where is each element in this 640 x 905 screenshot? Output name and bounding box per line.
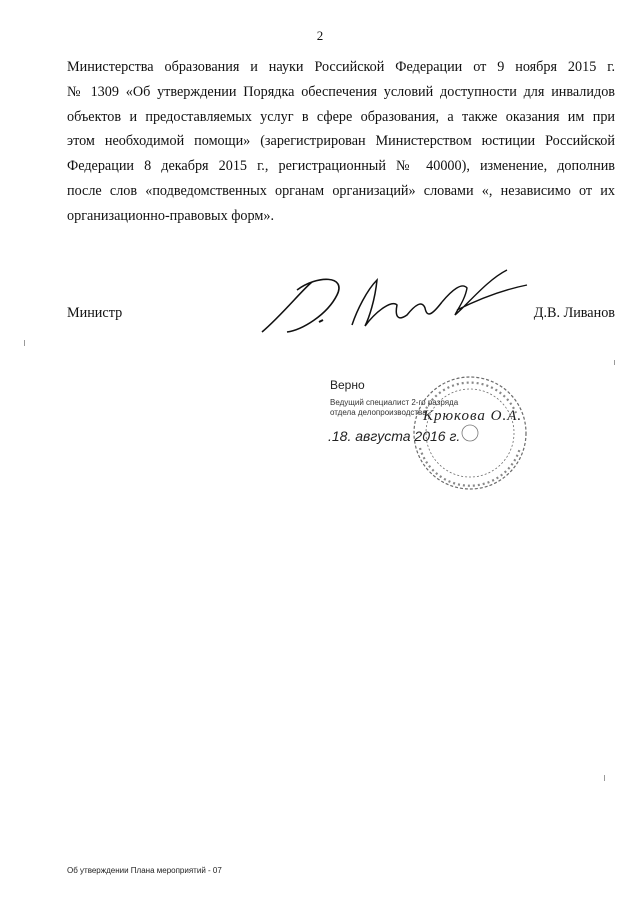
body-line: этом необходимой помощи» (зарегистрирован Министерством юстиции Российской [67, 133, 615, 150]
page-number: 2 [316, 28, 324, 43]
certifier-position-line: Ведущий специалист 2-го разряда [330, 398, 459, 407]
body-line: Министерства образования и науки Российской Федерации от 9 ноября 2015 г. [67, 59, 615, 75]
certification-stamp-block [318, 378, 548, 498]
footer-note: Об утверждении Плана мероприятий - 07 [67, 866, 222, 875]
signature-block [67, 300, 615, 340]
certify-word: Верно [330, 378, 365, 392]
body-line: организационно-правовых форм». [67, 207, 275, 224]
scan-mark [24, 340, 25, 346]
handwritten-signature [257, 260, 537, 340]
certification-date-handwritten: .18. августа 2016 г. [328, 428, 461, 444]
minister-title: Министр [67, 305, 123, 321]
certifier-name-handwritten: Крюкова О.А. [423, 408, 523, 424]
body-line: объектов и предоставляемых услуг в сфере образования, а также оказания им при [67, 108, 615, 125]
body-text [67, 55, 615, 229]
scan-mark [604, 775, 605, 781]
certifier-position-line: отдела делопроизводства [330, 408, 427, 417]
scan-mark [614, 360, 615, 365]
body-line: после слов «подведомственных органам организаций» словами «, независимо от их [67, 182, 615, 199]
body-line: Федерации 8 декабря 2015 г., регистрационный № 40000), изменение, дополнив [67, 158, 615, 175]
minister-name: Д.В. Ливанов [533, 305, 615, 321]
body-line: № 1309 «Об утверждении Порядка обеспечения условий доступности для инвалидов [67, 83, 615, 100]
